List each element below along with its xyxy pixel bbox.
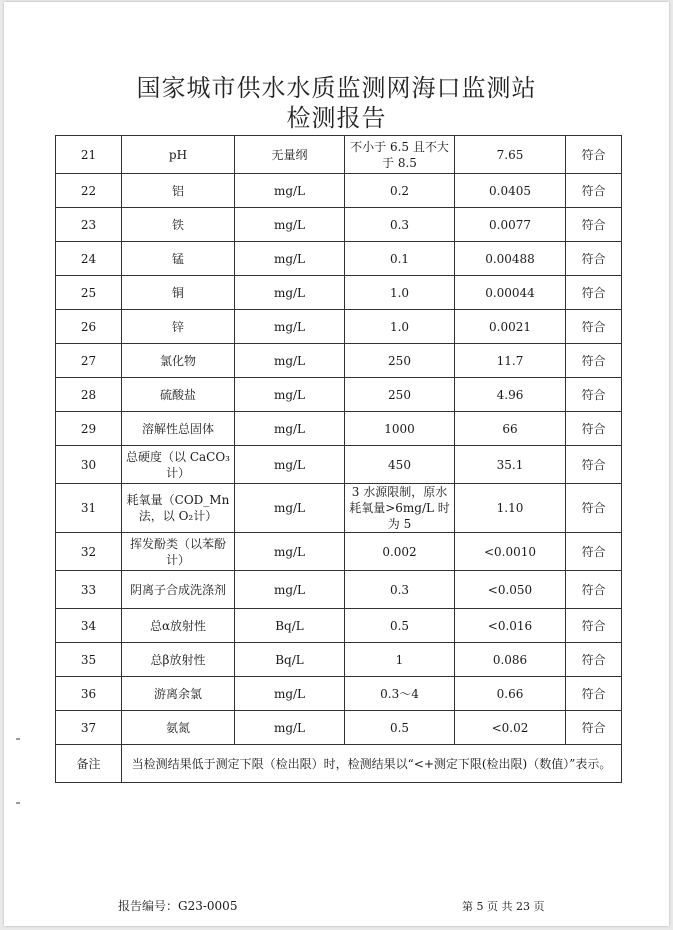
result-cell: 0.00044 [455, 276, 566, 310]
result-cell: <0.050 [455, 571, 566, 609]
row-number-cell: 32 [56, 533, 122, 571]
row-number-cell: 24 [56, 242, 122, 276]
judgement-cell: 符合 [566, 174, 622, 208]
table-row [56, 446, 622, 484]
item-name-cell: 铝 [122, 174, 235, 208]
limit-cell: 1.0 [345, 276, 455, 310]
table-row [56, 571, 622, 609]
item-name-cell: 挥发酚类（以苯酚计） [122, 533, 235, 571]
results-table [55, 135, 622, 783]
row-number-cell: 30 [56, 446, 122, 484]
result-cell: 1.10 [455, 484, 566, 533]
unit-cell: mg/L [235, 310, 345, 344]
unit-cell: mg/L [235, 677, 345, 711]
table-row [56, 136, 622, 174]
item-name-cell: 总β放射性 [122, 643, 235, 677]
judgement-cell: 符合 [566, 136, 622, 174]
result-cell: 0.00488 [455, 242, 566, 276]
unit-cell: mg/L [235, 174, 345, 208]
unit-cell: Bq/L [235, 609, 345, 643]
judgement-cell: 符合 [566, 609, 622, 643]
item-name-cell: 溶解性总固体 [122, 412, 235, 446]
item-name-cell: 铜 [122, 276, 235, 310]
table-row [56, 344, 622, 378]
table-row [56, 484, 622, 533]
limit-cell: 0.3～4 [345, 677, 455, 711]
table-row [56, 677, 622, 711]
report-title: 国家城市供水水质监测网海口监测站 [136, 74, 537, 102]
unit-cell: mg/L [235, 208, 345, 242]
result-cell: 7.65 [455, 136, 566, 174]
row-number-cell: 23 [56, 208, 122, 242]
item-name-cell: 锰 [122, 242, 235, 276]
judgement-cell: 符合 [566, 484, 622, 533]
row-number-cell: 35 [56, 643, 122, 677]
unit-cell: mg/L [235, 378, 345, 412]
row-number-cell: 22 [56, 174, 122, 208]
item-name-cell: 阴离子合成洗涤剂 [122, 571, 235, 609]
result-cell: 66 [455, 412, 566, 446]
unit-cell: Bq/L [235, 643, 345, 677]
table-row [56, 174, 622, 208]
row-number-cell: 31 [56, 484, 122, 533]
row-number-cell: 33 [56, 571, 122, 609]
note-row [56, 745, 622, 783]
result-cell: <0.02 [455, 711, 566, 745]
table-row [56, 609, 622, 643]
unit-cell: mg/L [235, 711, 345, 745]
judgement-cell: 符合 [566, 310, 622, 344]
limit-cell: 1.0 [345, 310, 455, 344]
result-cell: 0.086 [455, 643, 566, 677]
table-row [56, 310, 622, 344]
item-name-cell: 硫酸盐 [122, 378, 235, 412]
table-row [56, 276, 622, 310]
scan-mark [16, 802, 20, 804]
table-row [56, 412, 622, 446]
row-number-cell: 28 [56, 378, 122, 412]
row-number-cell: 27 [56, 344, 122, 378]
unit-cell: mg/L [235, 484, 345, 533]
report-subtitle: 检测报告 [286, 104, 387, 132]
unit-cell: mg/L [235, 533, 345, 571]
limit-cell: 1 [345, 643, 455, 677]
result-cell: 0.0405 [455, 174, 566, 208]
unit-cell: mg/L [235, 571, 345, 609]
table-row [56, 378, 622, 412]
table-row [56, 242, 622, 276]
judgement-cell: 符合 [566, 711, 622, 745]
limit-cell: 250 [345, 344, 455, 378]
limit-cell: 450 [345, 446, 455, 484]
judgement-cell: 符合 [566, 276, 622, 310]
judgement-cell: 符合 [566, 242, 622, 276]
limit-cell: 不小于 6.5 且不大于 8.5 [345, 136, 455, 174]
unit-cell: 无量纲 [235, 136, 345, 174]
result-cell: 11.7 [455, 344, 566, 378]
judgement-cell: 符合 [566, 533, 622, 571]
limit-cell: 3 水源限制，原水耗氧量>6mg/L 时为 5 [345, 484, 455, 533]
judgement-cell: 符合 [566, 344, 622, 378]
report-number: 报告编号：G23-0005 [118, 899, 238, 913]
item-name-cell: 游离余氯 [122, 677, 235, 711]
judgement-cell: 符合 [566, 378, 622, 412]
limit-cell: 0.1 [345, 242, 455, 276]
note-label: 备注 [56, 745, 122, 783]
limit-cell: 0.5 [345, 711, 455, 745]
row-number-cell: 37 [56, 711, 122, 745]
item-name-cell: pH [122, 136, 235, 174]
unit-cell: mg/L [235, 446, 345, 484]
result-cell: 0.0077 [455, 208, 566, 242]
unit-cell: mg/L [235, 344, 345, 378]
row-number-cell: 26 [56, 310, 122, 344]
judgement-cell: 符合 [566, 643, 622, 677]
judgement-cell: 符合 [566, 446, 622, 484]
scan-mark [16, 738, 20, 740]
table-row [56, 711, 622, 745]
row-number-cell: 29 [56, 412, 122, 446]
result-cell: 0.66 [455, 677, 566, 711]
item-name-cell: 铁 [122, 208, 235, 242]
table-row [56, 643, 622, 677]
row-number-cell: 21 [56, 136, 122, 174]
item-name-cell: 总硬度（以 CaCO₃计） [122, 446, 235, 484]
item-name-cell: 氯化物 [122, 344, 235, 378]
limit-cell: 0.2 [345, 174, 455, 208]
item-name-cell: 总α放射性 [122, 609, 235, 643]
limit-cell: 1000 [345, 412, 455, 446]
judgement-cell: 符合 [566, 208, 622, 242]
note-text: 当检测结果低于测定下限（检出限）时，检测结果以“<+测定下限(检出限)（数值）”表示。 [122, 745, 622, 783]
result-cell: 35.1 [455, 446, 566, 484]
table-row [56, 533, 622, 571]
limit-cell: 250 [345, 378, 455, 412]
unit-cell: mg/L [235, 242, 345, 276]
row-number-cell: 34 [56, 609, 122, 643]
result-cell: 4.96 [455, 378, 566, 412]
limit-cell: 0.5 [345, 609, 455, 643]
report-page [4, 2, 669, 926]
limit-cell: 0.3 [345, 571, 455, 609]
judgement-cell: 符合 [566, 412, 622, 446]
row-number-cell: 36 [56, 677, 122, 711]
item-name-cell: 耗氧量（COD_Mn 法，以 O₂计） [122, 484, 235, 533]
unit-cell: mg/L [235, 412, 345, 446]
page-number: 第 5 页 共 23 页 [462, 900, 545, 913]
limit-cell: 0.002 [345, 533, 455, 571]
unit-cell: mg/L [235, 276, 345, 310]
table-row [56, 208, 622, 242]
result-cell: <0.016 [455, 609, 566, 643]
judgement-cell: 符合 [566, 571, 622, 609]
item-name-cell: 锌 [122, 310, 235, 344]
result-cell: 0.0021 [455, 310, 566, 344]
result-cell: <0.0010 [455, 533, 566, 571]
item-name-cell: 氨氮 [122, 711, 235, 745]
limit-cell: 0.3 [345, 208, 455, 242]
row-number-cell: 25 [56, 276, 122, 310]
judgement-cell: 符合 [566, 677, 622, 711]
